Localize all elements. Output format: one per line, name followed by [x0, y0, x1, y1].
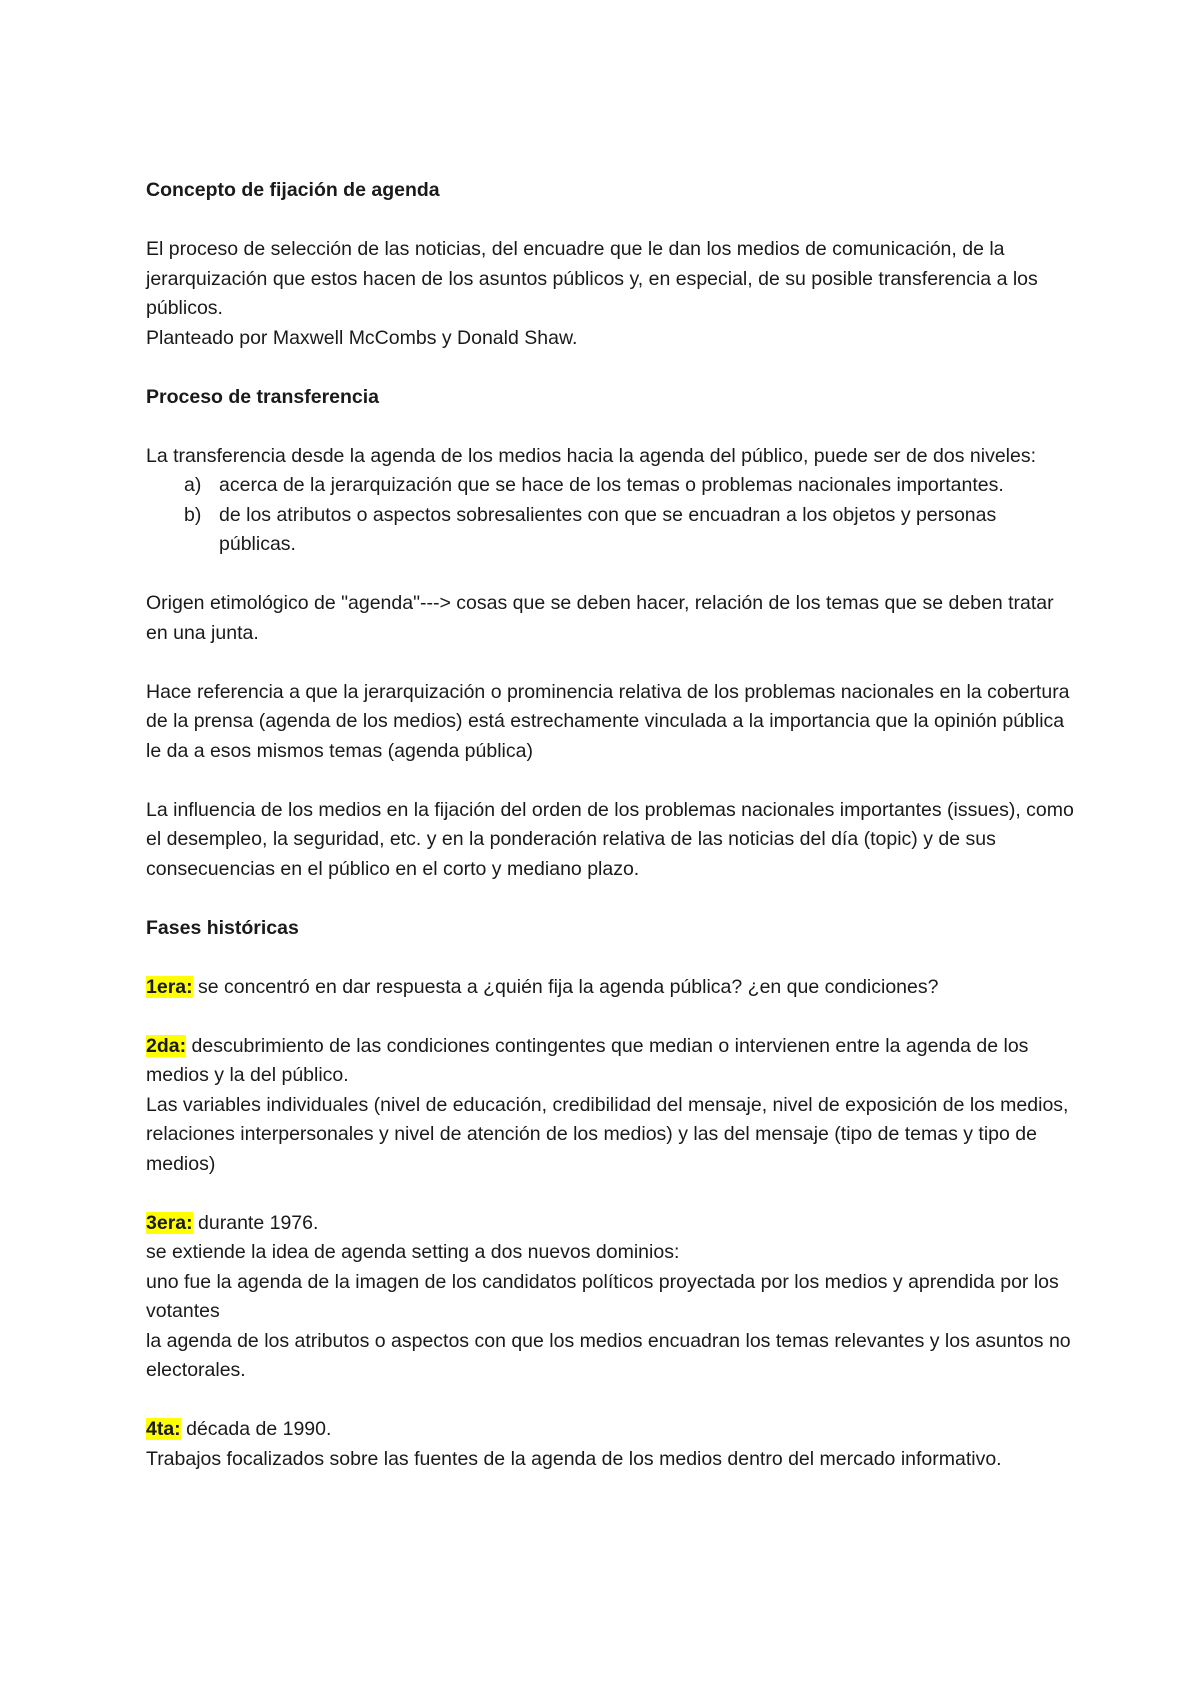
fase-4-label: 4ta:: [146, 1418, 181, 1440]
list-marker: b): [184, 503, 202, 526]
section-title-concepto: Concepto de fijación de agenda: [146, 179, 440, 201]
fase-3-line1: se extiende la idea de agenda setting a dos nuevos dominios:: [146, 1241, 680, 1263]
fase-4-line1: Trabajos focalizados sobre las fuentes de la agenda de los medios dentro del mercado informativo.: [146, 1447, 1002, 1470]
list-item-text: de los atributos o aspectos sobresalientes con que se encuadran a los objetos y personas públicas.: [219, 503, 997, 555]
fase-2-text: descubrimiento de las condiciones contingentes que median o intervienen entre la agenda de los medios y la del público.: [146, 1034, 1029, 1086]
list-item: [146, 501, 1076, 560]
concepto-paragraph: El proceso de selección de las noticias, del encuadre que le dan los medios de comunicación, de la jerarquización que estos hacen de los asuntos públicos y, en especial, de su posible transferencia a los públicos.: [146, 238, 1038, 319]
fase-1-label: 1era:: [146, 975, 193, 998]
list-item-text: acerca de la jerarquización que se hace de los temas o problemas nacionales importantes.: [219, 474, 1004, 496]
fase-4-text: década de 1990.: [180, 1418, 332, 1440]
fase-4: [146, 1415, 1076, 1445]
fase-1: [146, 973, 1076, 1003]
origen-paragraph: Origen etimológico de "agenda"---> cosas que se deben hacer, relación de los temas que se deben tratar en una junta.: [146, 592, 1054, 644]
fase-3-label: 3era:: [146, 1211, 193, 1234]
list-marker: a): [184, 474, 202, 496]
fase-2-extra: Las variables individuales (nivel de educación, credibilidad del mensaje, nivel de exposición de los medios, relaciones interpersonales y nivel de atención de los medios) y las del mensaje (tipo de temas y tipo de medios): [146, 1093, 1069, 1175]
fase-3-line2: uno fue la agenda de la imagen de los candidatos políticos proyectada por los medios y aprendida por los votantes: [146, 1270, 1059, 1322]
proceso-list: [146, 471, 1076, 560]
concepto-authors: Planteado por Maxwell McCombs y Donald Shaw.: [146, 326, 578, 349]
section-title-fases: Fases históricas: [146, 916, 299, 939]
proceso-intro: La transferencia desde la agenda de los medios hacia la agenda del público, puede ser de dos niveles:: [146, 444, 1037, 467]
referencia-paragraph: Hace referencia a que la jerarquización o prominencia relativa de los problemas nacionales en la cobertura de la prensa (agenda de los medios) está estrechamente vinculada a la importancia que la opinión pública le da a esos mismos temas (agenda pública): [146, 680, 1070, 762]
fase-1-text: se concentró en dar respuesta a ¿quién fija la agenda pública? ¿en que condiciones?: [192, 975, 939, 998]
fase-2: [146, 1032, 1076, 1091]
fase-3-text: durante 1976.: [192, 1211, 319, 1234]
influencia-paragraph: La influencia de los medios en la fijación del orden de los problemas nacionales importantes (issues), como el desempleo, la seguridad, etc. y en la ponderación relativa de las noticias del día (topic) y de sus consecuencias en el público en el corto y mediano plazo.: [146, 798, 1074, 880]
list-item: [146, 471, 1076, 501]
section-title-proceso: Proceso de transferencia: [146, 385, 380, 408]
fase-3: [146, 1209, 1076, 1239]
document-page: [146, 176, 1076, 1474]
fase-3-line3: la agenda de los atributos o aspectos con que los medios encuadran los temas relevantes y los asuntos no electorales.: [146, 1329, 1071, 1381]
fase-2-label: 2da:: [146, 1034, 187, 1057]
